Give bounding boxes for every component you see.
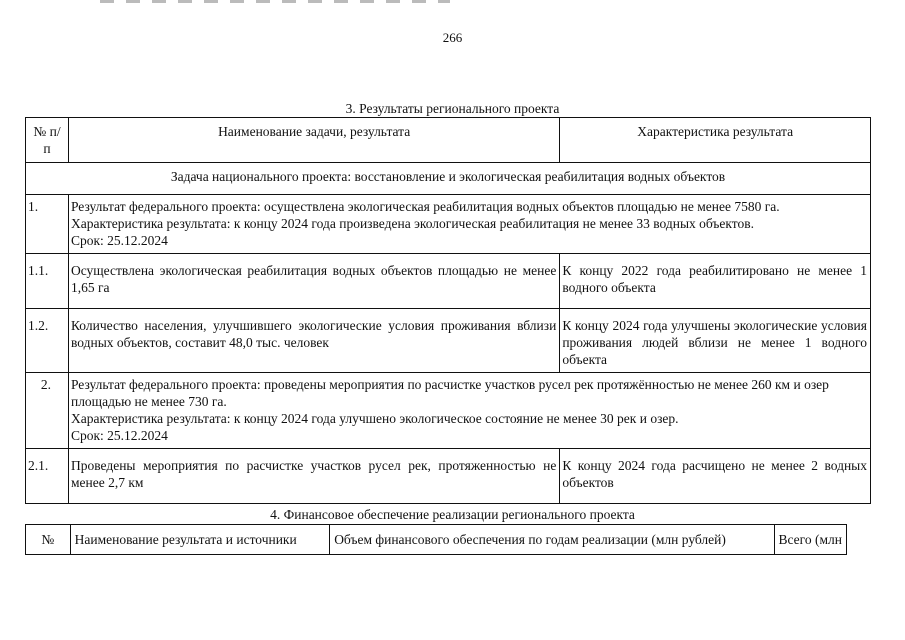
finance-table-header (26, 525, 847, 555)
task-text: Задача национального проекта: восстановление и экологическая реабилитация водных объектов (26, 163, 871, 195)
row-1-1-name: Осуществлена экологическая реабилитация водных объектов площадью не менее 1,65 га (68, 254, 559, 309)
row-1-1-characteristic: К концу 2022 года реабилитировано не менее 1 водного объекта (560, 254, 871, 309)
section-3-caption: 3. Результаты регионального проекта (345, 101, 560, 116)
finance-header-total: Всего (млн (774, 525, 847, 555)
group-2-deadline: Срок: 25.12.2024 (70, 428, 168, 443)
row-2-1-name: Проведены мероприятия по расчистке участков русел рек, протяженностью не менее 2,7 км (68, 449, 559, 504)
group-2-result: Результат федерального проекта: проведены мероприятия по расчистке участков русел рек протяжённостью не менее 260 км и озер площадью не менее 730 га. (70, 377, 829, 409)
group-1-deadline: Срок: 25.12.2024 (70, 233, 168, 248)
row-1-2-name: Количество населения, улучшившего экологические условия проживания вблизи водных объектов, составит 48,0 тыс. человек (68, 309, 559, 373)
row-1-2-characteristic: К концу 2024 года улучшены экологические условия проживания людей вблизи не менее 1 водного объекта (560, 309, 871, 373)
header-name: Наименование задачи, результата (68, 118, 559, 163)
group-1-result: Результат федерального проекта: осуществлена экологическая реабилитация водных объектов площадью не менее 7580 га. (70, 199, 780, 214)
finance-header-volume: Объем финансового обеспечения по годам реализации (млн рублей) (330, 525, 774, 555)
task-row (26, 163, 871, 195)
results-table-header (26, 118, 871, 163)
results-table (25, 117, 871, 504)
page-number: 266 (442, 30, 463, 45)
header-num: № п/п (26, 118, 69, 163)
scan-artifact (100, 0, 450, 3)
finance-table (25, 524, 847, 555)
table-row-1-2 (26, 309, 871, 373)
header-characteristic: Характеристика результата (560, 118, 871, 163)
section-4-caption: 4. Финансовое обеспечение реализации регионального проекта (270, 507, 635, 522)
group-1-num: 1. (26, 195, 69, 254)
group-1-text (68, 195, 870, 254)
group-2-text (68, 373, 870, 449)
group-row-2 (26, 373, 871, 449)
finance-header-num: № (26, 525, 71, 555)
group-1-characteristic: Характеристика результата: к концу 2024 года произведена экологическая реабилитация не менее 33 водных объектов. (70, 216, 755, 231)
row-1-2-num: 1.2. (26, 309, 69, 373)
table-row-2-1 (26, 449, 871, 504)
row-2-1-num: 2.1. (26, 449, 69, 504)
row-1-1-num: 1.1. (26, 254, 69, 309)
table-row-1-1 (26, 254, 871, 309)
finance-header-name: Наименование результата и источники (70, 525, 330, 555)
group-2-characteristic: Характеристика результата: к концу 2024 года улучшено экологическое состояние не менее 30 рек и озер. (70, 411, 679, 426)
group-row-1 (26, 195, 871, 254)
row-2-1-characteristic: К концу 2024 года расчищено не менее 2 водных объектов (560, 449, 871, 504)
group-2-num: 2. (26, 373, 69, 449)
